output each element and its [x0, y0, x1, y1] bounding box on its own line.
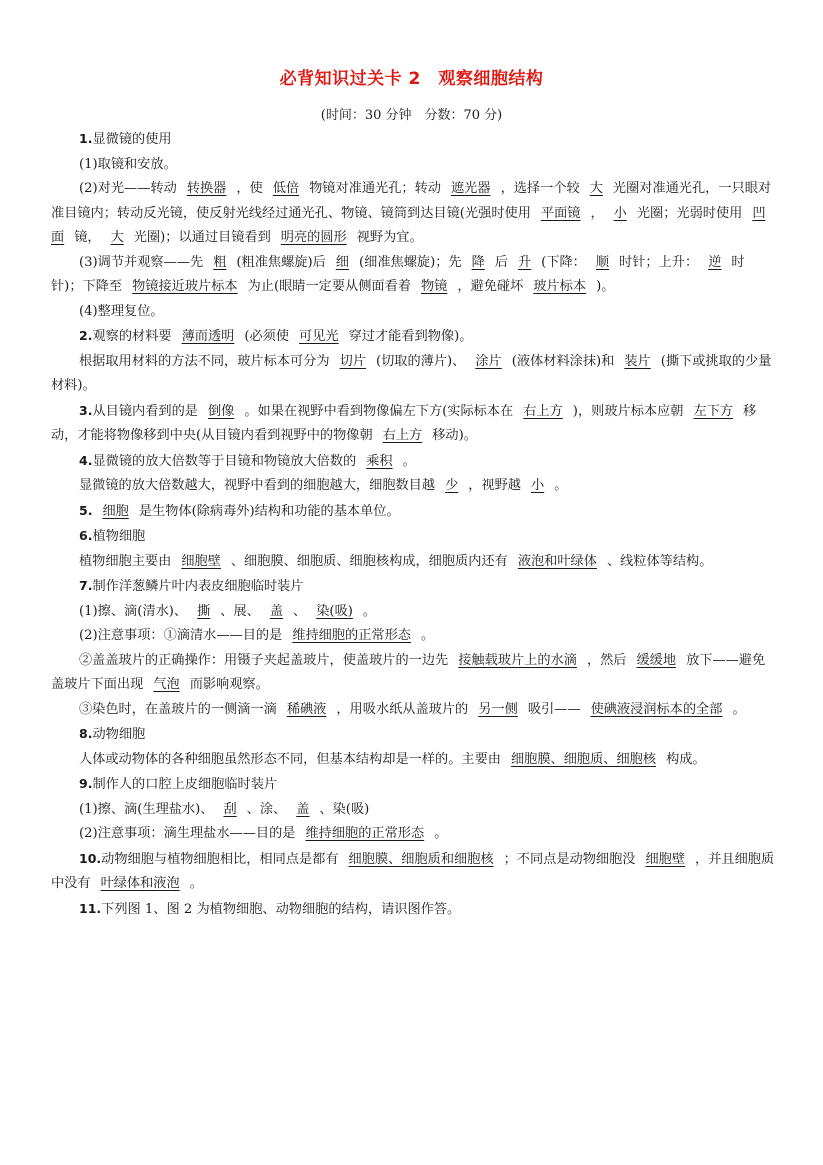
answer-blank: 叶绿体和液泡 — [100, 876, 180, 891]
answer-blank: 低倍 — [272, 181, 300, 196]
answer-blank: 倒像 — [207, 403, 235, 419]
q6-heading: 6.植物细胞 — [79, 528, 146, 544]
page-subtitle: (时间：30 分钟 分数：70 分) — [320, 108, 503, 123]
q4: 4.显微镜的放大倍数等于目镜和物镜放大倍数的 乘积 。 — [79, 452, 416, 469]
q2: 2.观察的材料要 薄而透明 (必须使 可见光 穿过才能看到物像)。 — [79, 328, 473, 344]
q3: 3.从目镜内看到的是 倒像 。如果在视野中看到物像偏左下方(实际标本在 右上方 )，则玻片标本应朝 左下方 移动，才能将物像移到中央(从目镜内看到视野中的物像朝 右上方 移动)。 — [51, 402, 757, 443]
answer-blank: 细胞膜、细胞质、细胞核 — [511, 751, 657, 767]
q6-body: 植物细胞主要由 细胞壁 、细胞膜、细胞质、细胞核构成，细胞质内还有 液泡和叶绿体 、线粒体等结构。 — [79, 553, 713, 569]
q9-step1: (1)擦、滴(生理盐水)、 刮 、涂、 盖 、染(吸) — [79, 801, 370, 817]
answer-blank: 气泡 — [153, 677, 180, 692]
answer-blank: 维持细胞的正常形态 — [292, 628, 411, 643]
answer-blank: 物镜 — [421, 279, 448, 294]
answer-blank: 可见光 — [299, 329, 339, 344]
q7-step1: (1)擦、滴(清水)、 撕 、展、 盖 、 染(吸) 。 — [79, 603, 377, 619]
answer-blank: 细胞膜、细胞质和细胞核 — [348, 851, 494, 867]
q11: 11.下列图 1、图 2 为植物细胞、动物细胞的结构，请识图作答。 — [79, 900, 461, 917]
q8-body: 人体或动物体的各种细胞虽然形态不同，但基本结构却是一样的。主要由 细胞膜、细胞质、细胞核 构成。 — [79, 751, 706, 767]
answer-blank: 切片 — [339, 353, 366, 369]
q1-heading: 1.显微镜的使用 — [79, 131, 172, 147]
answer-blank: 左下方 — [693, 403, 734, 419]
answer-blank: 顺 — [595, 254, 610, 270]
answer-blank: 玻片标本 — [533, 279, 587, 294]
answer-blank: 细胞壁 — [181, 553, 221, 569]
answer-blank: 大 — [589, 181, 603, 196]
q1-step2: (2)对光——转动 转换器 ，使 低倍 物镜对准通光孔；转动 遮光器 ，选择一个较 大 光圈对准通光孔，一只眼对准目镜内；转动反光镜，使反射光线经过通光孔、物镜、镜筒到达目镜(光强时使用 平面镜 ， 小 光圈；光弱时使用 凹面 镜， 大 光圈)；以通过目镜看到 明亮的圆形 视野为宜。 — [51, 181, 772, 245]
q5: 5. 细胞 是生物体(除病毒外)结构和功能的基本单位。 — [79, 502, 400, 519]
answer-blank: 盖 — [269, 603, 284, 619]
answer-blank: 细胞 — [102, 503, 129, 519]
q10: 10.动物细胞与植物细胞相比，相同点是都有 细胞膜、细胞质和细胞核 ；不同点是动物细胞没 细胞壁 ，并且细胞质中没有 叶绿体和液泡 。 — [51, 850, 775, 891]
answer-blank: 升 — [517, 254, 532, 270]
answer-blank: 盖 — [296, 801, 310, 817]
q7-heading: 7.制作洋葱鳞片叶内表皮细胞临时装片 — [79, 578, 304, 594]
q1-step4: (4)整理复位。 — [79, 303, 164, 319]
answer-blank: 稀碘液 — [286, 701, 327, 717]
answer-blank: 遮光器 — [451, 181, 491, 196]
answer-blank: 刮 — [223, 801, 237, 817]
page-title: 必背知识过关卡 2 观察细胞结构 — [279, 69, 544, 89]
q9-step2: (2)注意事项：滴生理盐水——目的是 维持细胞的正常形态 。 — [79, 826, 448, 841]
answer-blank: 维持细胞的正常形态 — [305, 826, 425, 841]
answer-blank: 乘积 — [366, 453, 393, 469]
answer-blank: 缓缓地 — [636, 652, 677, 668]
answer-blank: 使碘液浸润标本的全部 — [590, 701, 723, 717]
q7-step3: ②盖盖玻片的正确操作：用镊子夹起盖玻片，使盖玻片的一边先 接触载玻片上的水滴 ，然后 缓缓地 放下——避免盖玻片下面出现 气泡 而影响观察。 — [51, 652, 766, 692]
answer-blank: 液泡和叶绿体 — [517, 553, 597, 569]
answer-blank: 小 — [531, 478, 545, 493]
answer-blank: 平面镜 — [540, 205, 581, 221]
answer-blank: 转换器 — [186, 181, 227, 196]
q7-step2: (2)注意事项：①滴清水——目的是 维持细胞的正常形态 。 — [79, 628, 435, 643]
answer-blank: 降 — [471, 254, 485, 270]
answer-blank: 涂片 — [475, 353, 502, 369]
answer-blank: 染(吸) — [316, 603, 353, 619]
answer-blank: 装片 — [624, 353, 651, 369]
answer-blank: 逆 — [708, 254, 722, 270]
answer-blank: 细胞壁 — [645, 851, 686, 867]
worksheet-body — [51, 127, 775, 922]
answer-blank: 撕 — [197, 603, 211, 619]
q7-step4: ③染色时，在盖玻片的一侧滴一滴 稀碘液 ，用吸水纸从盖玻片的 另一侧 吸引—— 使碘液浸润标本的全部 。 — [79, 701, 746, 717]
q1-step1: (1)取镜和安放。 — [79, 156, 177, 172]
q9-heading: 9.制作人的口腔上皮细胞临时装片 — [79, 776, 278, 792]
answer-blank: 右上方 — [523, 403, 563, 419]
answer-blank: 薄而透明 — [181, 329, 235, 344]
answer-blank: 细 — [335, 254, 349, 270]
answer-blank: 凹面 — [51, 205, 766, 245]
answer-blank: 物镜接近玻片标本 — [132, 279, 238, 294]
q4-para2: 显微镜的放大倍数越大，视野中看到的细胞越大，细胞数目越 少 ，视野越 小 。 — [79, 478, 568, 493]
answer-blank: 大 — [110, 230, 124, 245]
answer-blank: 明亮的圆形 — [280, 230, 347, 245]
answer-blank: 接触载玻片上的水滴 — [458, 652, 577, 668]
answer-blank: 少 — [445, 478, 459, 493]
answer-blank: 右上方 — [382, 428, 423, 443]
answer-blank: 粗 — [213, 254, 227, 270]
q2-para2: 根据取用材料的方法不同，玻片标本可分为 切片 (切取的薄片)、 涂片 (液体材料涂抹)和 装片 (撕下或挑取的少量材料)。 — [51, 353, 772, 393]
q8-heading: 8.动物细胞 — [79, 726, 146, 742]
answer-blank: 另一侧 — [478, 701, 518, 717]
q1-step3: (3)调节并观察——先 粗 (粗准焦螺旋)后 细 (细准焦螺旋)；先 降 后 升 (下降： 顺 时针；上升： 逆 时针)；下降至 物镜接近玻片标本 为止(眼睛一定要从侧面看着 物镜 ，避免碰坏 玻片标本 )。 — [51, 254, 745, 294]
answer-blank: 小 — [613, 205, 627, 221]
